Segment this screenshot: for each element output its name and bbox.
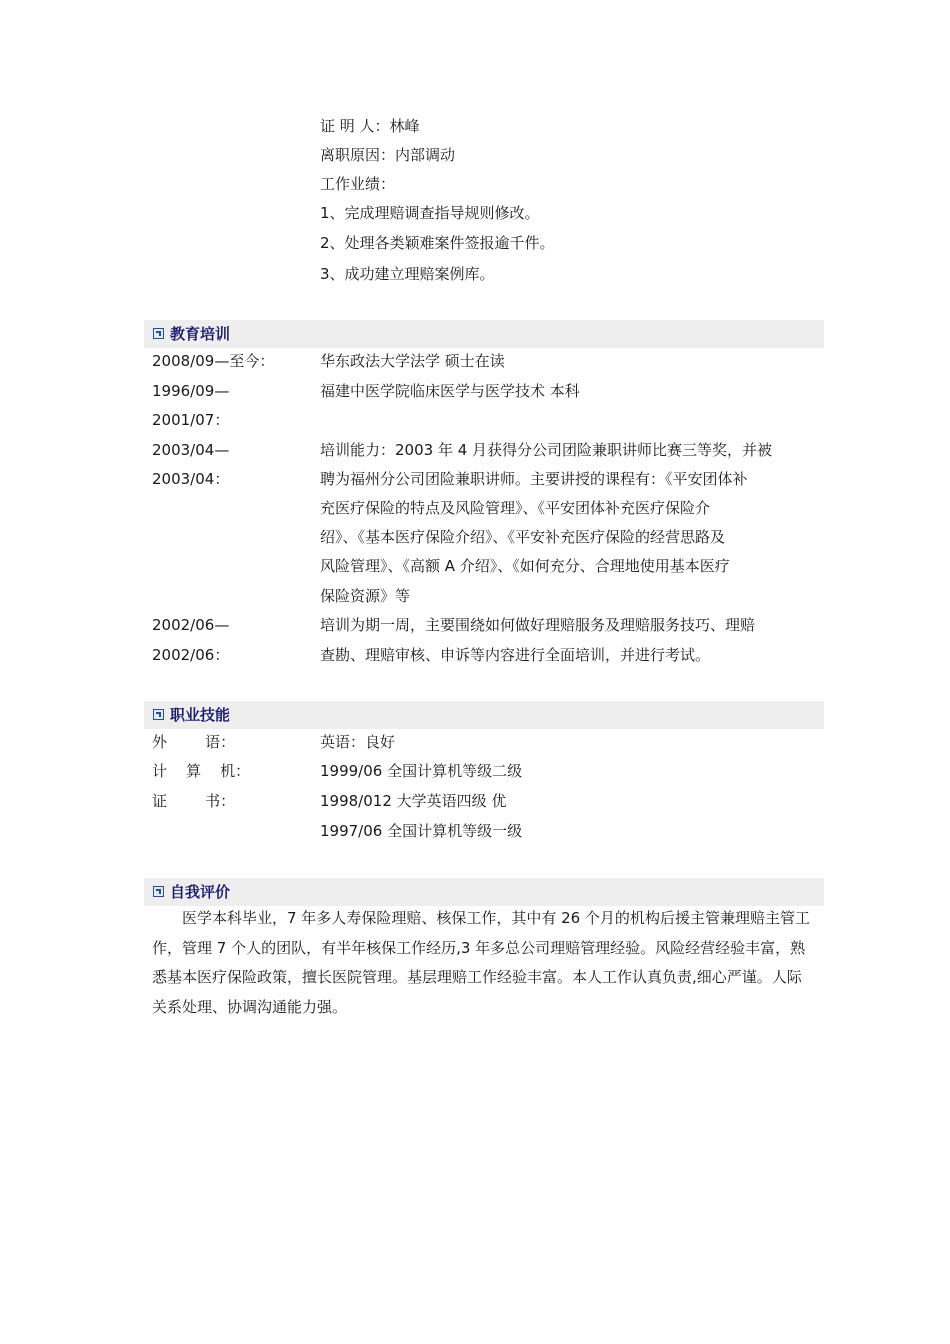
self-eval-section-title: 自我评价 <box>170 883 231 901</box>
leave-reason-line <box>320 145 455 165</box>
education-text: 华东政法大学法学 硕士在读 <box>320 352 505 370</box>
leave-reason-value: 内部调动 <box>395 146 456 164</box>
education-text: 绍》、《基本医疗保险介绍》、《平安补充医疗保险的经营思路及 <box>320 528 726 546</box>
skill-value: 1999/06 全国计算机等级二级 <box>320 762 523 780</box>
achievements-label: 工作业绩： <box>320 175 396 193</box>
education-text: 培训能力：2003 年 4 月获得分公司团险兼职讲师比赛三等奖，并被 <box>320 441 773 459</box>
section-arrow-icon <box>153 328 164 339</box>
education-text: 充医疗保险的特点及风险管理》、《平安团体补充医疗保险介 <box>320 499 711 517</box>
achievement-item: 2、处理各类颖难案件签报逾千件。 <box>320 234 555 252</box>
education-text: 风险管理》、《高额 A 介绍》、《如何充分、合理地使用基本医疗 <box>320 557 730 575</box>
education-section-bar <box>144 320 824 348</box>
skills-section-title: 职业技能 <box>170 706 231 724</box>
achievement-item: 3、成功建立理赔案例库。 <box>320 265 495 283</box>
skill-label: 外 语： <box>152 733 236 751</box>
section-arrow-icon <box>153 886 164 897</box>
education-text: 查勘、理赔审核、申诉等内容进行全面培训，并进行考试。 <box>320 646 711 664</box>
education-date: 2003/04： <box>152 470 230 488</box>
skill-value: 英语：良好 <box>320 733 396 751</box>
leave-reason-label: 离职原因： <box>320 146 396 164</box>
achievement-item: 1、完成理赔调查指导规则修改。 <box>320 204 540 222</box>
education-date: 2003/04— <box>152 441 230 459</box>
witness-line <box>320 116 420 136</box>
education-text: 福建中医学院临床医学与医学技术 本科 <box>320 382 580 400</box>
skill-label: 计 算 机： <box>152 762 251 780</box>
education-date: 2008/09—至今： <box>152 352 275 370</box>
self-eval-section-bar <box>144 878 824 906</box>
education-section-title: 教育培训 <box>170 325 231 343</box>
education-date: 2001/07： <box>152 411 230 429</box>
skill-value: 1998/012 大学英语四级 优 <box>320 792 507 810</box>
skill-value: 1997/06 全国计算机等级一级 <box>320 822 523 840</box>
education-text: 保险资源》等 <box>320 587 411 605</box>
education-date: 2002/06— <box>152 616 230 634</box>
education-date: 1996/09— <box>152 382 230 400</box>
education-text: 培训为期一周，主要围绕如何做好理赔服务及理赔服务技巧、理赔 <box>320 616 756 634</box>
witness-label: 证 明 人： <box>320 117 390 135</box>
education-date: 2002/06： <box>152 646 230 664</box>
self-eval-text: 医学本科毕业，7 年多人寿保险理赔、核保工作，其中有 26 个月的机构后援主管兼理赔主管工作，管理 7 个人的团队，有半年核保工作经历,3 年多总公司理赔管理经验。风险经营经验丰富，熟悉基本医疗保险政策，擅长医院管理。基层理赔工作经验丰富。本人工作认真负责,细心严谨。人际关系处理、协调沟通能力强。 <box>152 909 810 1016</box>
skill-label: 证 书： <box>152 792 236 810</box>
section-arrow-icon <box>153 709 164 720</box>
witness-value: 林峰 <box>389 117 420 135</box>
skills-section-bar <box>144 701 824 729</box>
education-text: 聘为福州分公司团险兼职讲师。主要讲授的课程有：《平安团体补 <box>320 470 748 488</box>
